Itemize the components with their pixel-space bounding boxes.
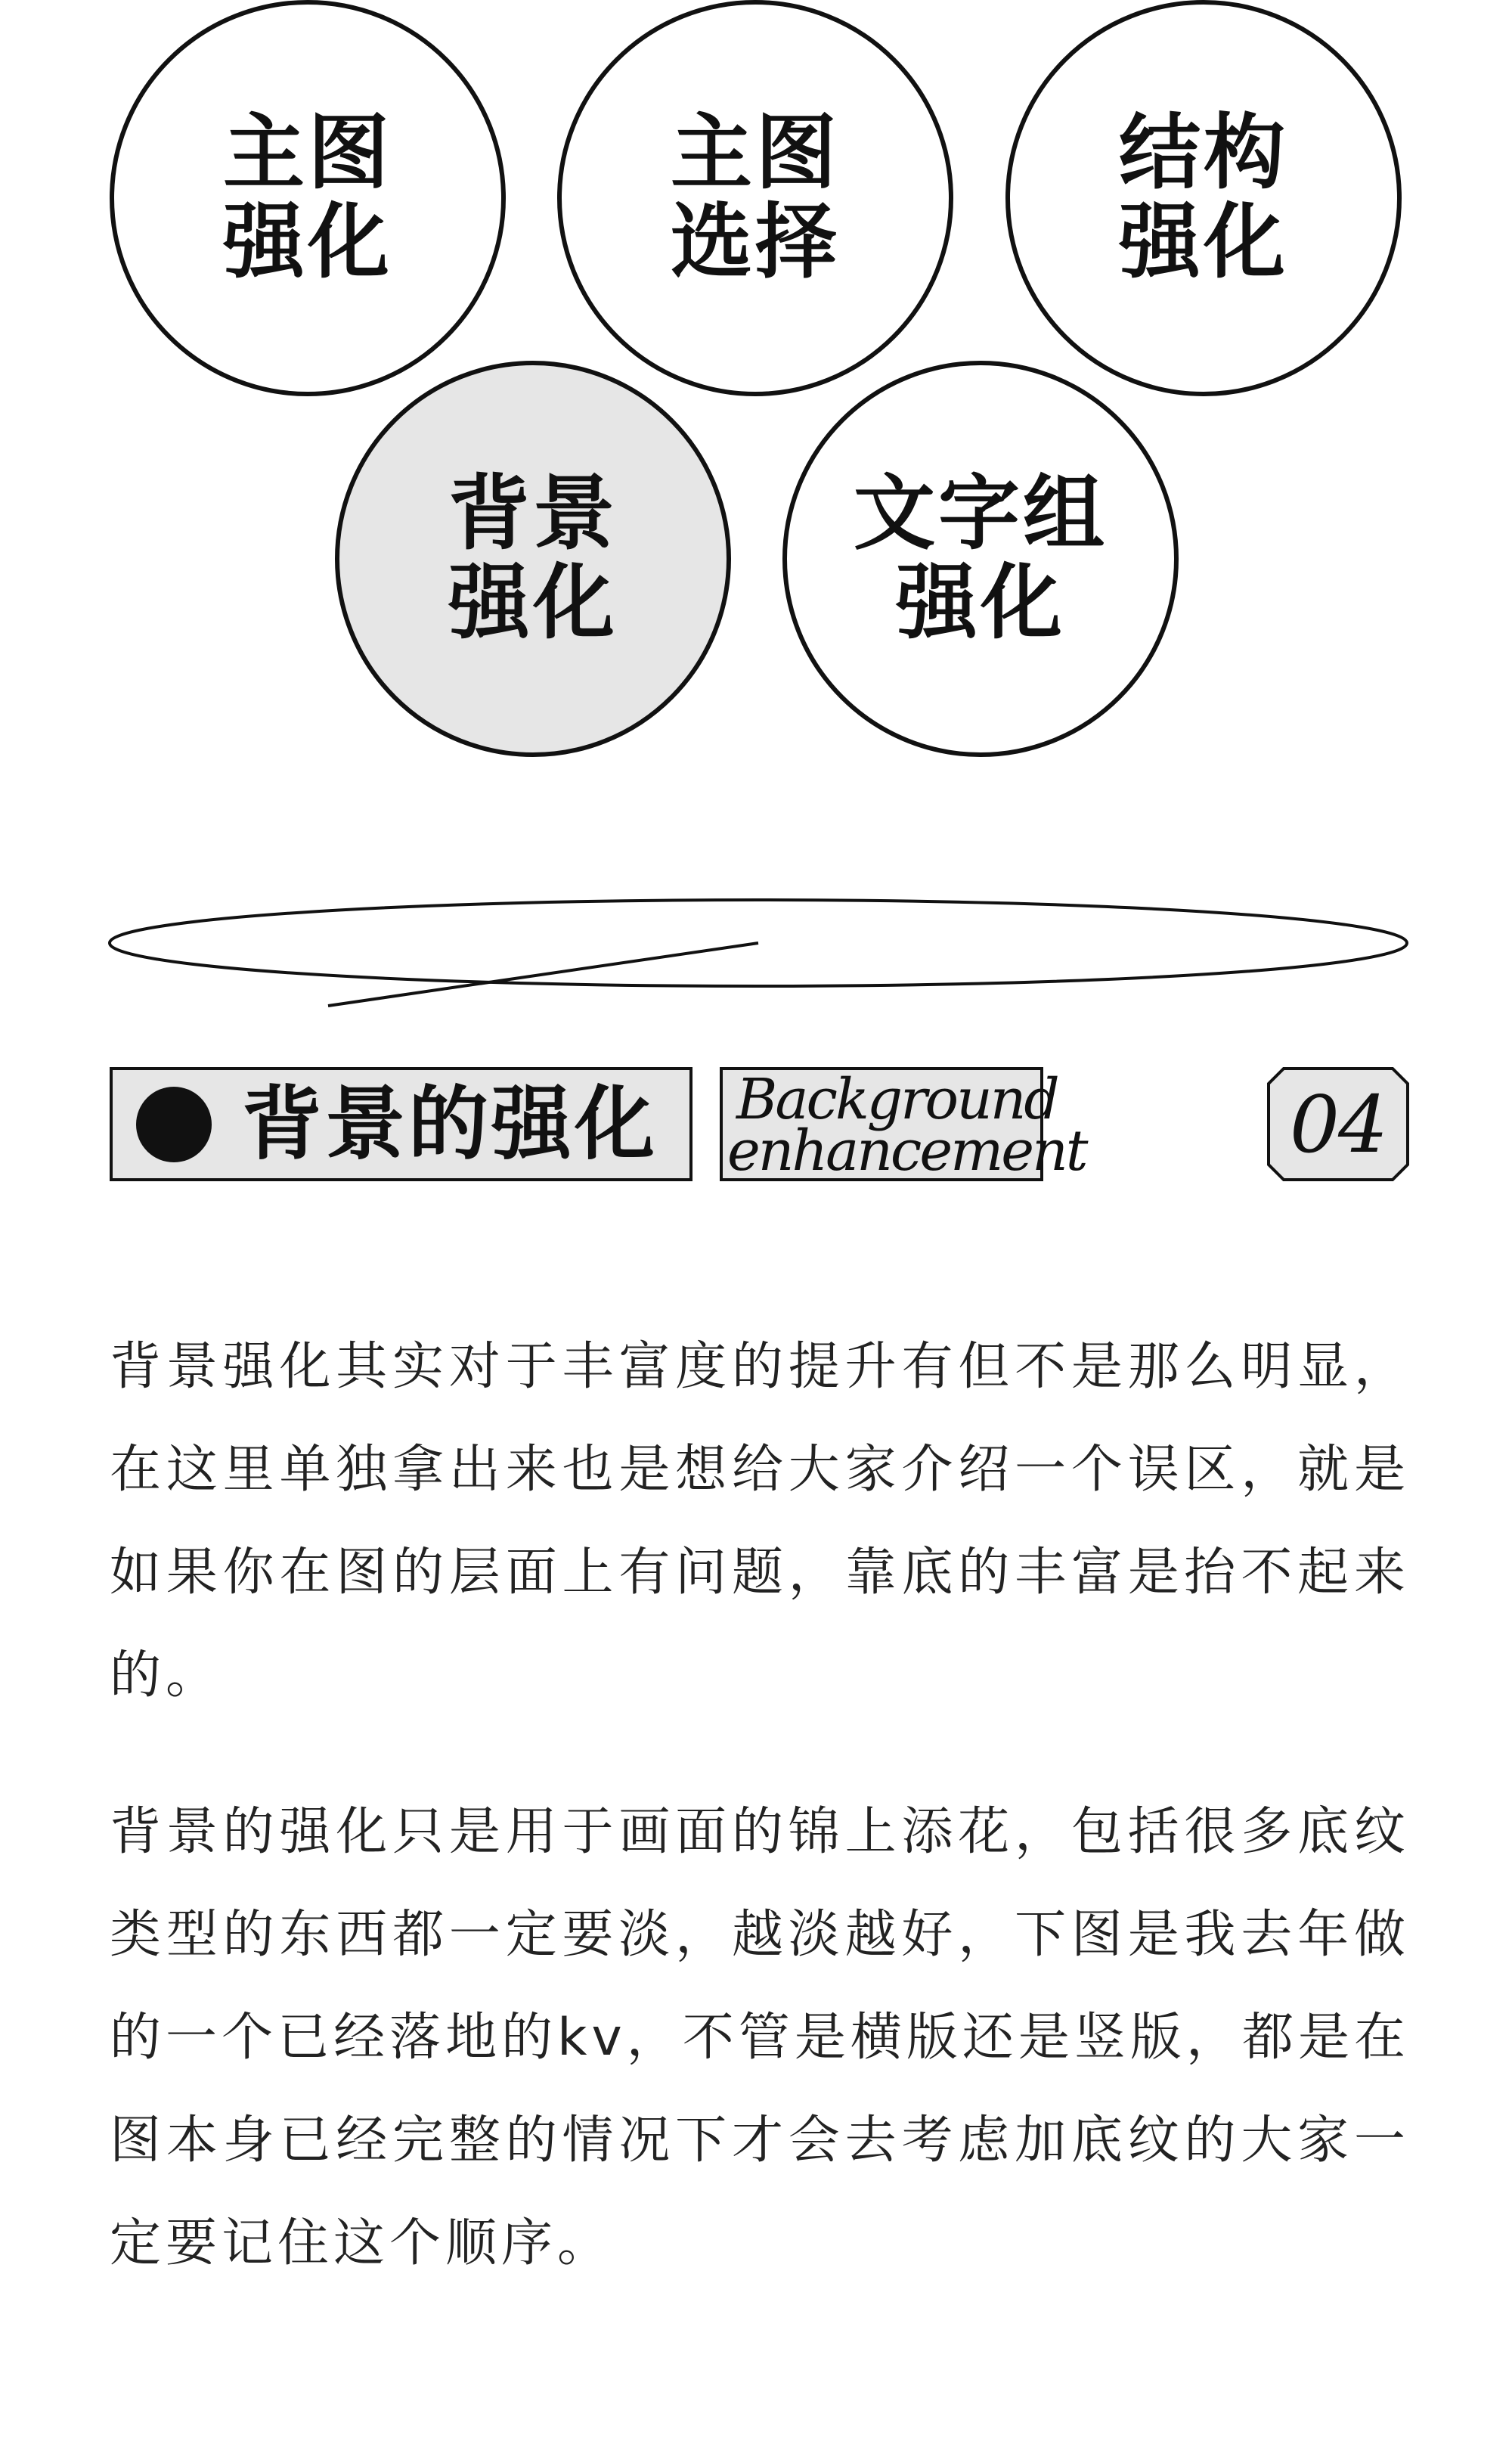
nav-circle-label: 主图 强化 (222, 106, 392, 290)
section-title: 背景的强化 (242, 1077, 658, 1171)
divider-diagonal-line (328, 943, 758, 1006)
body-paragraph-1: 背景强化其实对于丰富度的提升有但不是那么明显，在这里单独拿出来也是想给大家介绍一个误区，就是如果你在图的层面上有问题，靠底的丰富是抬不起来的。 (110, 1337, 1410, 1705)
nav-circle-label: 结构 强化 (1118, 106, 1288, 290)
nav-circle-label: 主图 选择 (670, 106, 840, 290)
nav-circle-structure-enhance[interactable] (1005, 0, 1402, 396)
bullet-dot-icon (136, 1087, 212, 1162)
section-number: 04 (1289, 1078, 1387, 1171)
nav-circle-background-enhance[interactable] (335, 361, 731, 757)
section-subtitle-en-box (720, 1067, 1086, 1184)
section-title-box (110, 1067, 692, 1181)
body-paragraph-2: 背景的强化只是用于画面的锦上添花，包括很多底纹类型的东西都一定要淡，越淡越好，下图是我去年做的一个已经落地的kv，不管是横版还是竖版，都是在图本身已经完整的情况下才会去考虑加底纹的大家一定要记住这个顺序。 (110, 1802, 1410, 2273)
nav-circle-label: 文字组 强化 (853, 467, 1108, 650)
nav-circle-main-image-enhance[interactable] (110, 0, 506, 396)
nav-circle-main-image-select[interactable] (557, 0, 953, 396)
decorative-ellipse-divider (0, 885, 1512, 1021)
nav-circle-label: 背景 强化 (448, 467, 618, 650)
nav-circle-text-group-enhance[interactable] (782, 361, 1179, 757)
section-number-badge (1267, 1067, 1409, 1181)
section-subtitle-en-line2: enhancement (727, 1118, 1086, 1184)
section-subtitle-en-line1: Background (736, 1067, 1058, 1132)
